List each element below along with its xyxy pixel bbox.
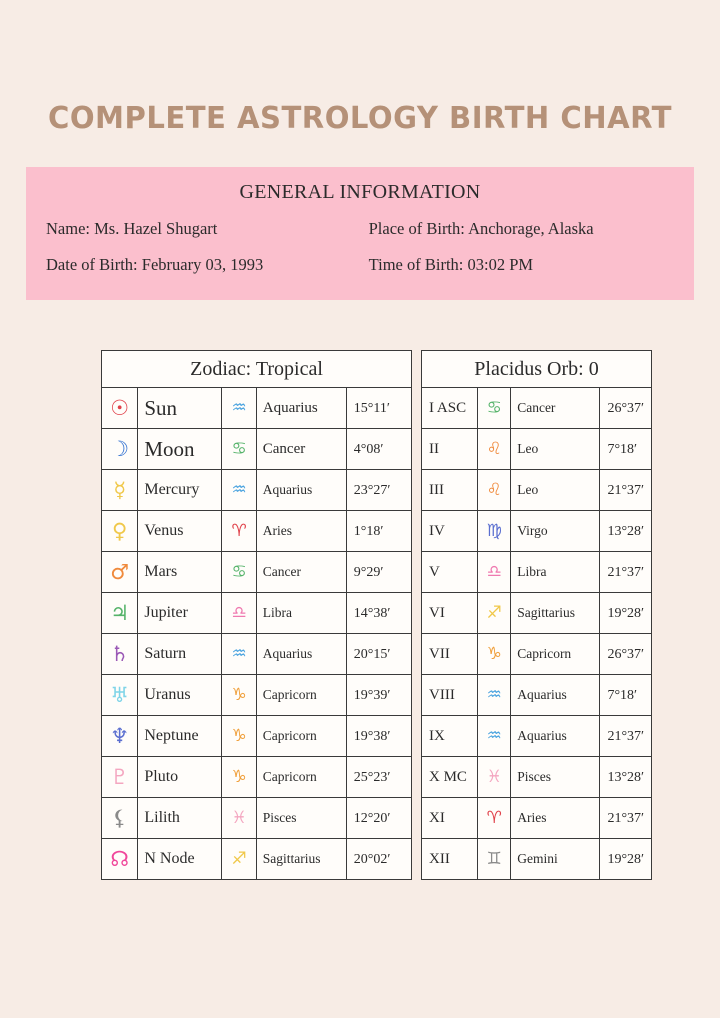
house-sign-cell xyxy=(511,839,600,880)
planet-sign-cell xyxy=(256,839,346,880)
house-number-cell xyxy=(422,757,478,798)
house-degree-cell xyxy=(600,593,652,634)
planet-name: Mercury xyxy=(144,481,200,498)
house-sign: Aquarius xyxy=(517,728,567,743)
house-sign: Leo xyxy=(517,441,539,456)
house-number: IX xyxy=(429,728,445,744)
planet-sign-cell xyxy=(256,511,346,552)
page-title: COMPLETE ASTROLOGY BIRTH CHART xyxy=(47,101,673,136)
house-sign-cell xyxy=(511,429,600,470)
house-number-cell xyxy=(422,716,478,757)
planet-name-cell xyxy=(138,634,222,675)
house-sign-glyph-cell xyxy=(478,552,511,593)
planet-sign-glyph-cell xyxy=(222,388,256,429)
planet-sign-cell xyxy=(256,552,346,593)
planet-degree-cell xyxy=(346,388,411,429)
planet-name-cell xyxy=(138,470,222,511)
house-degree: 26°37′ xyxy=(607,647,645,662)
planet-name-cell xyxy=(138,757,222,798)
house-sign-glyph-cell xyxy=(478,716,511,757)
field-time-of-birth: Time of Birth: 03:02 PM xyxy=(368,255,534,274)
house-degree: 21°37′ xyxy=(607,565,645,580)
planet-degree-cell xyxy=(346,839,411,880)
planet-glyph-cell xyxy=(102,675,138,716)
planet-sign-cell xyxy=(256,388,346,429)
house-number: I ASC xyxy=(429,400,467,416)
house-number: II xyxy=(429,441,439,457)
aries-sign-icon: ♈ xyxy=(231,520,247,541)
house-sign-cell xyxy=(511,634,600,675)
mercury-icon: ☿ xyxy=(113,477,127,502)
gemini-sign-icon: ♊ xyxy=(486,848,502,869)
field-place-of-birth: Place of Birth: Anchorage, Alaska xyxy=(368,219,594,238)
planet-degree-cell xyxy=(346,798,411,839)
libra-sign-icon: ♎ xyxy=(486,561,502,582)
aquarius-sign-icon: ♒ xyxy=(486,684,502,705)
house-sign-glyph-cell xyxy=(478,511,511,552)
planet-glyph-cell xyxy=(102,757,138,798)
table-row xyxy=(102,634,412,675)
house-number: VI xyxy=(429,605,445,621)
table-row xyxy=(102,388,412,429)
planet-degree: 12°20′ xyxy=(353,811,391,826)
table-row xyxy=(102,429,412,470)
house-number-cell xyxy=(422,675,478,716)
house-number-cell xyxy=(422,839,478,880)
aquarius-sign-icon: ♒ xyxy=(231,643,247,664)
house-sign-glyph-cell xyxy=(478,839,511,880)
house-sign: Aquarius xyxy=(517,687,567,702)
pisces-sign-icon: ♓ xyxy=(486,766,502,787)
table-row xyxy=(422,429,652,470)
sagittarius-sign-icon: ♐ xyxy=(486,602,502,623)
house-sign: Cancer xyxy=(517,400,556,415)
planet-name: Neptune xyxy=(144,727,199,744)
planet-name-cell xyxy=(138,593,222,634)
house-degree: 13°28′ xyxy=(607,770,645,785)
planet-glyph-cell xyxy=(102,798,138,839)
planet-name-cell xyxy=(138,388,222,429)
moon-icon: ☽ xyxy=(110,436,130,461)
planets-table-heading: Zodiac: Tropical xyxy=(102,351,412,388)
house-sign: Virgo xyxy=(517,523,548,538)
house-sign-glyph-cell xyxy=(478,593,511,634)
house-sign-cell xyxy=(511,716,600,757)
house-sign-glyph-cell xyxy=(478,675,511,716)
planet-sign: Aquarius xyxy=(262,482,313,497)
planets-table xyxy=(101,350,412,880)
planet-glyph-cell xyxy=(102,388,138,429)
capricorn-sign-icon: ♑ xyxy=(231,766,247,787)
planet-name-cell xyxy=(138,839,222,880)
house-sign-cell xyxy=(511,675,600,716)
planet-glyph-cell xyxy=(102,429,138,470)
leo-sign-icon: ♌ xyxy=(486,438,502,459)
planet-name: Lilith xyxy=(144,809,180,826)
planet-glyph-cell xyxy=(102,511,138,552)
house-number-cell xyxy=(422,798,478,839)
aries-sign-icon: ♈ xyxy=(486,807,502,828)
house-number-cell xyxy=(422,470,478,511)
planet-degree: 25°23′ xyxy=(353,770,391,785)
lilith-icon: ⚸ xyxy=(111,805,128,830)
planet-sign: Libra xyxy=(262,605,292,620)
house-number: VII xyxy=(429,646,450,662)
capricorn-sign-icon: ♑ xyxy=(486,643,502,664)
table-row xyxy=(422,593,652,634)
house-number: VIII xyxy=(429,687,455,703)
cancer-sign-icon: ♋ xyxy=(486,397,502,418)
house-sign: Gemini xyxy=(517,851,558,866)
planet-sign-glyph-cell xyxy=(222,675,256,716)
planets-table-body xyxy=(102,388,412,880)
pluto-icon: ♇ xyxy=(110,764,130,789)
planet-degree: 19°39′ xyxy=(353,688,391,703)
house-degree: 21°37′ xyxy=(607,729,645,744)
planet-name: Jupiter xyxy=(144,604,188,621)
planet-sign: Aries xyxy=(262,523,292,538)
house-degree: 7°18′ xyxy=(607,442,638,457)
houses-table-heading: Placidus Orb: 0 xyxy=(422,351,652,388)
table-row xyxy=(422,839,652,880)
house-sign-glyph-cell xyxy=(478,757,511,798)
planet-sign-glyph-cell xyxy=(222,470,256,511)
planet-sign-glyph-cell xyxy=(222,511,256,552)
table-row xyxy=(102,839,412,880)
planet-name: Mars xyxy=(144,563,178,580)
house-degree-cell xyxy=(600,798,652,839)
virgo-sign-icon: ♍ xyxy=(486,520,502,541)
table-row xyxy=(102,552,412,593)
neptune-icon: ♆ xyxy=(110,723,130,748)
planet-glyph-cell xyxy=(102,716,138,757)
planet-sign-cell xyxy=(256,470,346,511)
houses-table xyxy=(421,350,652,880)
house-degree: 21°37′ xyxy=(607,483,645,498)
house-number: IV xyxy=(429,523,445,539)
planet-sign: Capricorn xyxy=(262,728,317,743)
planet-name-cell xyxy=(138,675,222,716)
sun-icon: ☉ xyxy=(110,395,130,420)
house-sign-cell xyxy=(511,798,600,839)
house-sign: Capricorn xyxy=(517,646,572,661)
planet-sign: Aquarius xyxy=(262,400,318,416)
house-degree: 19°28′ xyxy=(607,852,645,867)
general-information-fields xyxy=(26,219,694,275)
planet-name-cell xyxy=(138,552,222,593)
planet-sign-glyph-cell xyxy=(222,798,256,839)
house-sign-glyph-cell xyxy=(478,470,511,511)
house-degree: 13°28′ xyxy=(607,524,645,539)
planet-sign: Pisces xyxy=(262,810,297,825)
planet-degree: 15°11′ xyxy=(353,401,390,416)
planet-name: Sun xyxy=(144,395,178,420)
leo-sign-icon: ♌ xyxy=(486,479,502,500)
planet-glyph-cell xyxy=(102,593,138,634)
planet-glyph-cell xyxy=(102,634,138,675)
planet-sign-glyph-cell xyxy=(222,634,256,675)
saturn-icon: ♄ xyxy=(110,641,130,666)
table-row xyxy=(422,511,652,552)
jupiter-icon: ♃ xyxy=(110,600,130,625)
planet-degree-cell xyxy=(346,593,411,634)
planet-sign: Cancer xyxy=(262,564,301,579)
field-name: Name: Ms. Hazel Shugart xyxy=(46,219,218,238)
planet-degree-cell xyxy=(346,757,411,798)
table-row xyxy=(102,593,412,634)
planet-glyph-cell xyxy=(102,470,138,511)
planet-degree-cell xyxy=(346,716,411,757)
house-sign: Libra xyxy=(517,564,547,579)
table-row xyxy=(422,757,652,798)
planet-sign: Sagittarius xyxy=(262,851,321,866)
planet-degree: 9°29′ xyxy=(353,565,384,580)
table-row xyxy=(102,757,412,798)
planet-name-cell xyxy=(138,798,222,839)
planet-sign-cell xyxy=(256,675,346,716)
planet-degree: 14°38′ xyxy=(353,606,391,621)
house-number-cell xyxy=(422,634,478,675)
field-date-of-birth: Date of Birth: February 03, 1993 xyxy=(46,255,264,274)
planet-name: Uranus xyxy=(144,686,191,703)
house-degree-cell xyxy=(600,757,652,798)
sagittarius-sign-icon: ♐ xyxy=(231,848,247,869)
table-row xyxy=(102,716,412,757)
house-degree-cell xyxy=(600,634,652,675)
house-number-cell xyxy=(422,511,478,552)
house-degree-cell xyxy=(600,839,652,880)
table-row xyxy=(102,470,412,511)
house-number: XII xyxy=(429,851,450,867)
venus-icon: ♀ xyxy=(111,518,128,543)
capricorn-sign-icon: ♑ xyxy=(231,725,247,746)
table-row xyxy=(102,511,412,552)
pisces-sign-icon: ♓ xyxy=(231,807,247,828)
n-node-icon: ☊ xyxy=(110,846,129,871)
planet-glyph-cell xyxy=(102,839,138,880)
house-degree: 26°37′ xyxy=(607,401,645,416)
planet-name: Venus xyxy=(144,522,184,539)
planet-degree-cell xyxy=(346,675,411,716)
planet-sign-glyph-cell xyxy=(222,593,256,634)
house-number: X MC xyxy=(429,769,467,785)
house-number: V xyxy=(429,564,440,580)
planet-degree: 20°15′ xyxy=(353,647,391,662)
house-degree-cell xyxy=(600,552,652,593)
planet-degree-cell xyxy=(346,552,411,593)
house-degree-cell xyxy=(600,675,652,716)
planet-degree-cell xyxy=(346,429,411,470)
planet-sign-glyph-cell xyxy=(222,716,256,757)
house-number-cell xyxy=(422,388,478,429)
planet-name: Pluto xyxy=(144,768,179,785)
house-sign-glyph-cell xyxy=(478,429,511,470)
planet-sign-glyph-cell xyxy=(222,757,256,798)
planet-name-cell xyxy=(138,511,222,552)
table-row xyxy=(102,798,412,839)
capricorn-sign-icon: ♑ xyxy=(231,684,247,705)
planet-sign-cell xyxy=(256,757,346,798)
house-degree-cell xyxy=(600,511,652,552)
table-row xyxy=(422,470,652,511)
house-sign-cell xyxy=(511,511,600,552)
planet-sign: Capricorn xyxy=(262,687,317,702)
table-row xyxy=(102,675,412,716)
house-sign-cell xyxy=(511,388,600,429)
planet-sign-cell xyxy=(256,716,346,757)
table-row xyxy=(422,552,652,593)
house-degree-cell xyxy=(600,388,652,429)
table-row xyxy=(422,675,652,716)
house-degree: 7°18′ xyxy=(607,688,638,703)
house-number-cell xyxy=(422,429,478,470)
house-sign: Sagittarius xyxy=(517,605,575,620)
planet-sign-glyph-cell xyxy=(222,839,256,880)
house-degree-cell xyxy=(600,429,652,470)
house-number-cell xyxy=(422,552,478,593)
aquarius-sign-icon: ♒ xyxy=(231,397,247,418)
planet-degree: 4°08′ xyxy=(353,442,384,457)
planet-name: Saturn xyxy=(144,645,187,662)
mars-icon: ♂ xyxy=(110,559,130,584)
house-number: III xyxy=(429,482,444,498)
house-degree: 21°37′ xyxy=(607,811,645,826)
planet-name: N Node xyxy=(144,850,195,867)
planet-sign-cell xyxy=(256,429,346,470)
planet-degree: 23°27′ xyxy=(353,483,391,498)
planet-sign-cell xyxy=(256,798,346,839)
planet-degree: 1°18′ xyxy=(353,524,384,539)
planet-sign-cell xyxy=(256,593,346,634)
planet-sign: Capricorn xyxy=(262,769,317,784)
house-sign-cell xyxy=(511,757,600,798)
table-row xyxy=(422,798,652,839)
planet-sign: Aquarius xyxy=(262,646,313,661)
house-number: XI xyxy=(429,810,445,826)
house-sign-glyph-cell xyxy=(478,798,511,839)
chart-tables xyxy=(101,350,652,880)
table-row xyxy=(422,388,652,429)
libra-sign-icon: ♎ xyxy=(231,602,247,623)
planet-degree-cell xyxy=(346,634,411,675)
house-sign: Aries xyxy=(517,810,547,825)
house-sign-glyph-cell xyxy=(478,634,511,675)
cancer-sign-icon: ♋ xyxy=(231,561,247,582)
planet-sign-cell xyxy=(256,634,346,675)
general-information-heading: GENERAL INFORMATION xyxy=(239,181,481,203)
house-sign: Leo xyxy=(517,482,539,497)
planet-degree-cell xyxy=(346,470,411,511)
house-sign-glyph-cell xyxy=(478,388,511,429)
house-sign-cell xyxy=(511,593,600,634)
planet-sign-glyph-cell xyxy=(222,552,256,593)
planet-name-cell xyxy=(138,716,222,757)
table-row xyxy=(422,716,652,757)
planet-name: Moon xyxy=(144,436,195,461)
planet-glyph-cell xyxy=(102,552,138,593)
planet-sign: Cancer xyxy=(262,441,306,457)
table-row xyxy=(422,634,652,675)
house-sign: Pisces xyxy=(517,769,551,784)
house-degree: 19°28′ xyxy=(607,606,645,621)
cancer-sign-icon: ♋ xyxy=(231,438,247,459)
aquarius-sign-icon: ♒ xyxy=(486,725,502,746)
house-number-cell xyxy=(422,593,478,634)
planet-degree-cell xyxy=(346,511,411,552)
planet-degree: 19°38′ xyxy=(353,729,391,744)
general-information-panel xyxy=(26,167,694,300)
aquarius-sign-icon: ♒ xyxy=(231,479,247,500)
planet-sign-glyph-cell xyxy=(222,429,256,470)
uranus-icon: ♅ xyxy=(110,682,130,707)
house-sign-cell xyxy=(511,552,600,593)
planet-degree: 20°02′ xyxy=(353,852,391,867)
house-sign-cell xyxy=(511,470,600,511)
house-degree-cell xyxy=(600,470,652,511)
house-degree-cell xyxy=(600,716,652,757)
houses-table-body xyxy=(422,388,652,880)
planet-name-cell xyxy=(138,429,222,470)
